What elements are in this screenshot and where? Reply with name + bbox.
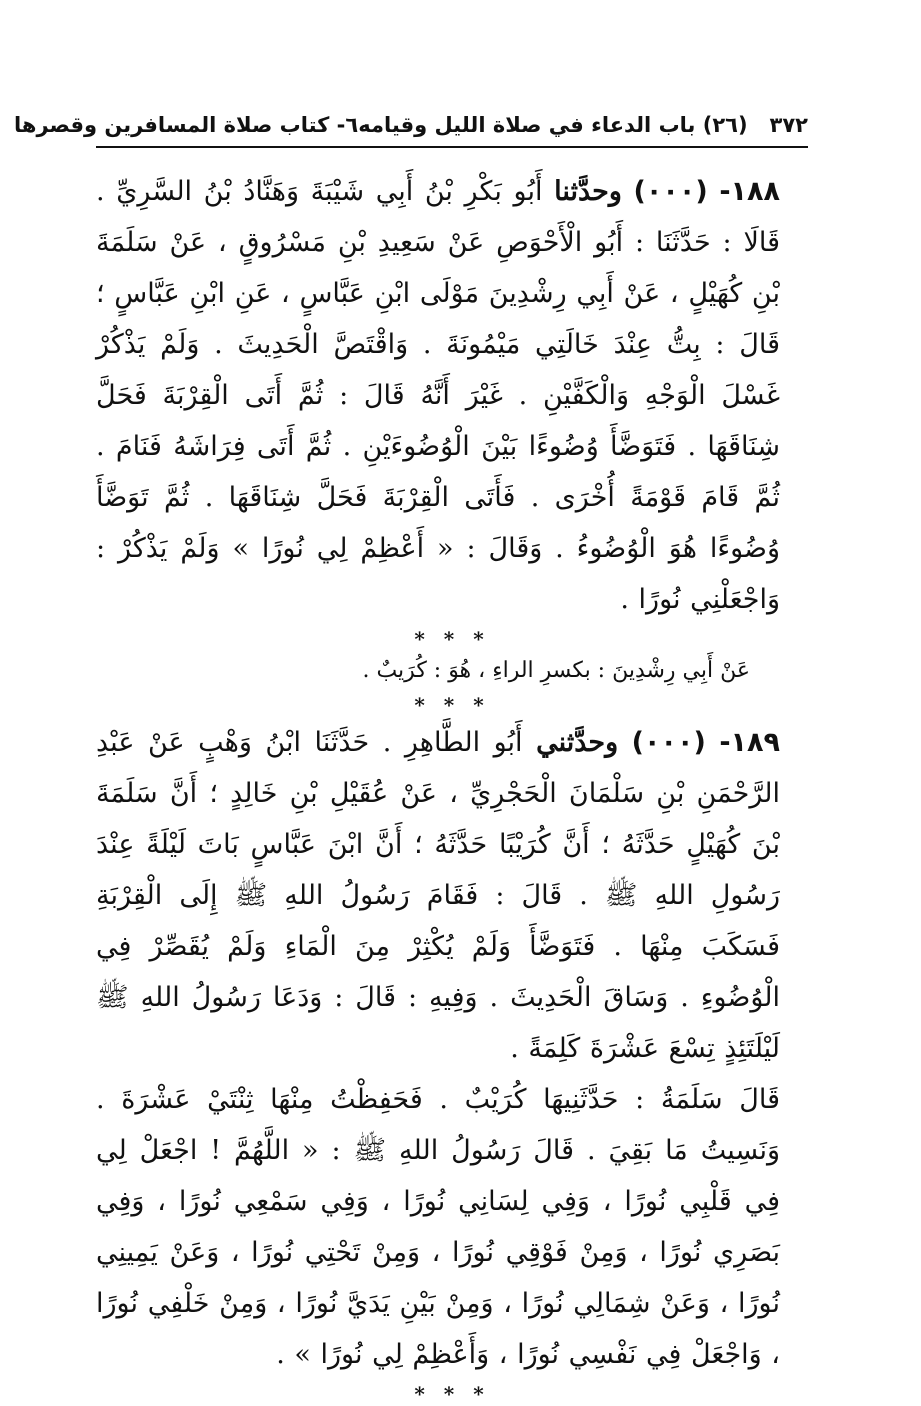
section-separator: * * * <box>414 627 490 651</box>
hadith-text: أَبُو بَكْرِ بْنُ أَبِي شَيْبَةَ وَهَنَّادُ بْنُ السَّرِيِّ . قَالَا : حَدَّثَنَا : أَبُو الْأَحْوَصِ عَنْ سَعِيدِ بْنِ مَسْرُوقٍ ، عَنْ سَلَمَةَ بْنِ كُهَيْلٍ ، عَنْ أَبِي رِشْدِينَ مَوْلَى ابْنِ عَبَّاسٍ ، عَنِ ابْنِ عَبَّاسٍ ؛ قَالَ : بِتُّ عِنْدَ خَالَتِي مَيْمُونَةَ . وَاقْتَصَّ الْحَدِيثَ . وَلَمْ يَذْكُرْ غَسْلَ الْوَجْهِ وَالْكَفَّيْنِ . غَيْرَ أَنَّهُ قَالَ : ثُمَّ أَتَى الْقِرْبَةَ فَحَلَّ شِنَاقَهَا . فَتَوَضَّأَ وُضُوءًا بَيْنَ الْوُضُوءَيْنِ . ثُمَّ أَتَى فِرَاشَهُ فَنَامَ . ثُمَّ قَامَ قَوْمَةً أُخْرَى . فَأَتَى الْقِرْبَةَ فَحَلَّ شِنَاقَهَا . ثُمَّ تَوَضَّأَ وُضُوءًا هُوَ الْوُضُوءُ . وَقَالَ : « أَعْظِمْ لِي نُورًا » وَلَمْ يَذْكُرْ : وَاجْعَلْنِي نُورًا . <box>96 176 780 615</box>
hadith-marker: (٠٠٠) <box>631 727 706 758</box>
running-header <box>14 110 808 148</box>
section-separator: * * * <box>414 693 490 717</box>
hadith-number: ١٨٨- <box>719 176 780 207</box>
hadith-number: ١٨٩- <box>719 727 780 758</box>
book-title: ٦- كتاب صلاة المسافرين وقصرها <box>14 113 359 137</box>
hadith-lead: وحدَّثني <box>536 727 619 758</box>
hadith-189-continuation: قَالَ سَلَمَةُ : حَدَّثَنِيهَا كُرَيْبٌ . فَحَفِظْتُ مِنْهَا ثِنْتَيْ عَشْرَةَ . وَنَسِيتُ مَا بَقِيَ . قَالَ رَسُولُ اللهِ ﷺ : « اللَّهُمَّ ! اجْعَلْ لِي فِي قَلْبِي نُورًا ، وَفِي لِسَانِي نُورًا ، وَفِي سَمْعِي نُورًا ، وَفِي بَصَرِي نُورًا ، وَمِنْ فَوْقِي نُورًا ، وَمِنْ تَحْتِي نُورًا ، وَعَنْ يَمِينِي نُورًا ، وَعَنْ شِمَالِي نُورًا ، وَمِنْ بَيْنِ يَدَيَّ نُورًا ، وَمِنْ خَلْفِي نُورًا ، وَاجْعَلْ فِي نَفْسِي نُورًا ، وَأَعْظِمْ لِي نُورًا » . <box>96 1084 780 1370</box>
hadith-text: أَبُو الطَّاهِرِ . حَدَّثَنَا ابْنُ وَهْبٍ عَنْ عَبْدِ الرَّحْمَنِ بْنِ سَلْمَانَ الْحَجْرِيِّ ، عَنْ عُقَيْلِ بْنِ خَالِدٍ ؛ أَنَّ سَلَمَةَ بْنَ كُهَيْلٍ حَدَّثَهُ ؛ أَنَّ كُرَيْبًا حَدَّثَهُ ؛ أَنَّ ابْنَ عَبَّاسٍ بَاتَ لَيْلَةً عِنْدَ رَسُولِ اللهِ ﷺ . قَالَ : فَقَامَ رَسُولُ اللهِ ﷺ إِلَى الْقِرْبَةِ فَسَكَبَ مِنْهَا . فَتَوَضَّأَ وَلَمْ يُكْثِرْ مِنَ الْمَاءِ وَلَمْ يُقَصِّرْ فِي الْوُضُوءِ . وَسَاقَ الْحَدِيثَ . وَفِيهِ : قَالَ : وَدَعَا رَسُولُ اللهِ ﷺ لَيْلَتَئِذٍ تِسْعَ عَشْرَةَ كَلِمَةً . <box>96 727 780 1064</box>
hadith-188 <box>96 166 808 625</box>
book-page <box>14 110 808 1406</box>
header-right <box>358 110 808 140</box>
hadith-lead: وحدَّثنا <box>554 176 622 207</box>
hadith-marker: (٠٠٠) <box>633 176 708 207</box>
commentary-note: عَنْ أَبِي رِشْدِينَ : بكسرِ الراءِ ، هُوَ : كُرَيبٌ . <box>362 658 750 683</box>
hadith-189 <box>96 717 808 1074</box>
page-number: ٣٧٢ <box>769 113 808 137</box>
section-separator: * * * <box>414 1382 490 1406</box>
chapter-title: (٢٦) باب الدعاء في صلاة الليل وقيامه <box>358 113 748 137</box>
